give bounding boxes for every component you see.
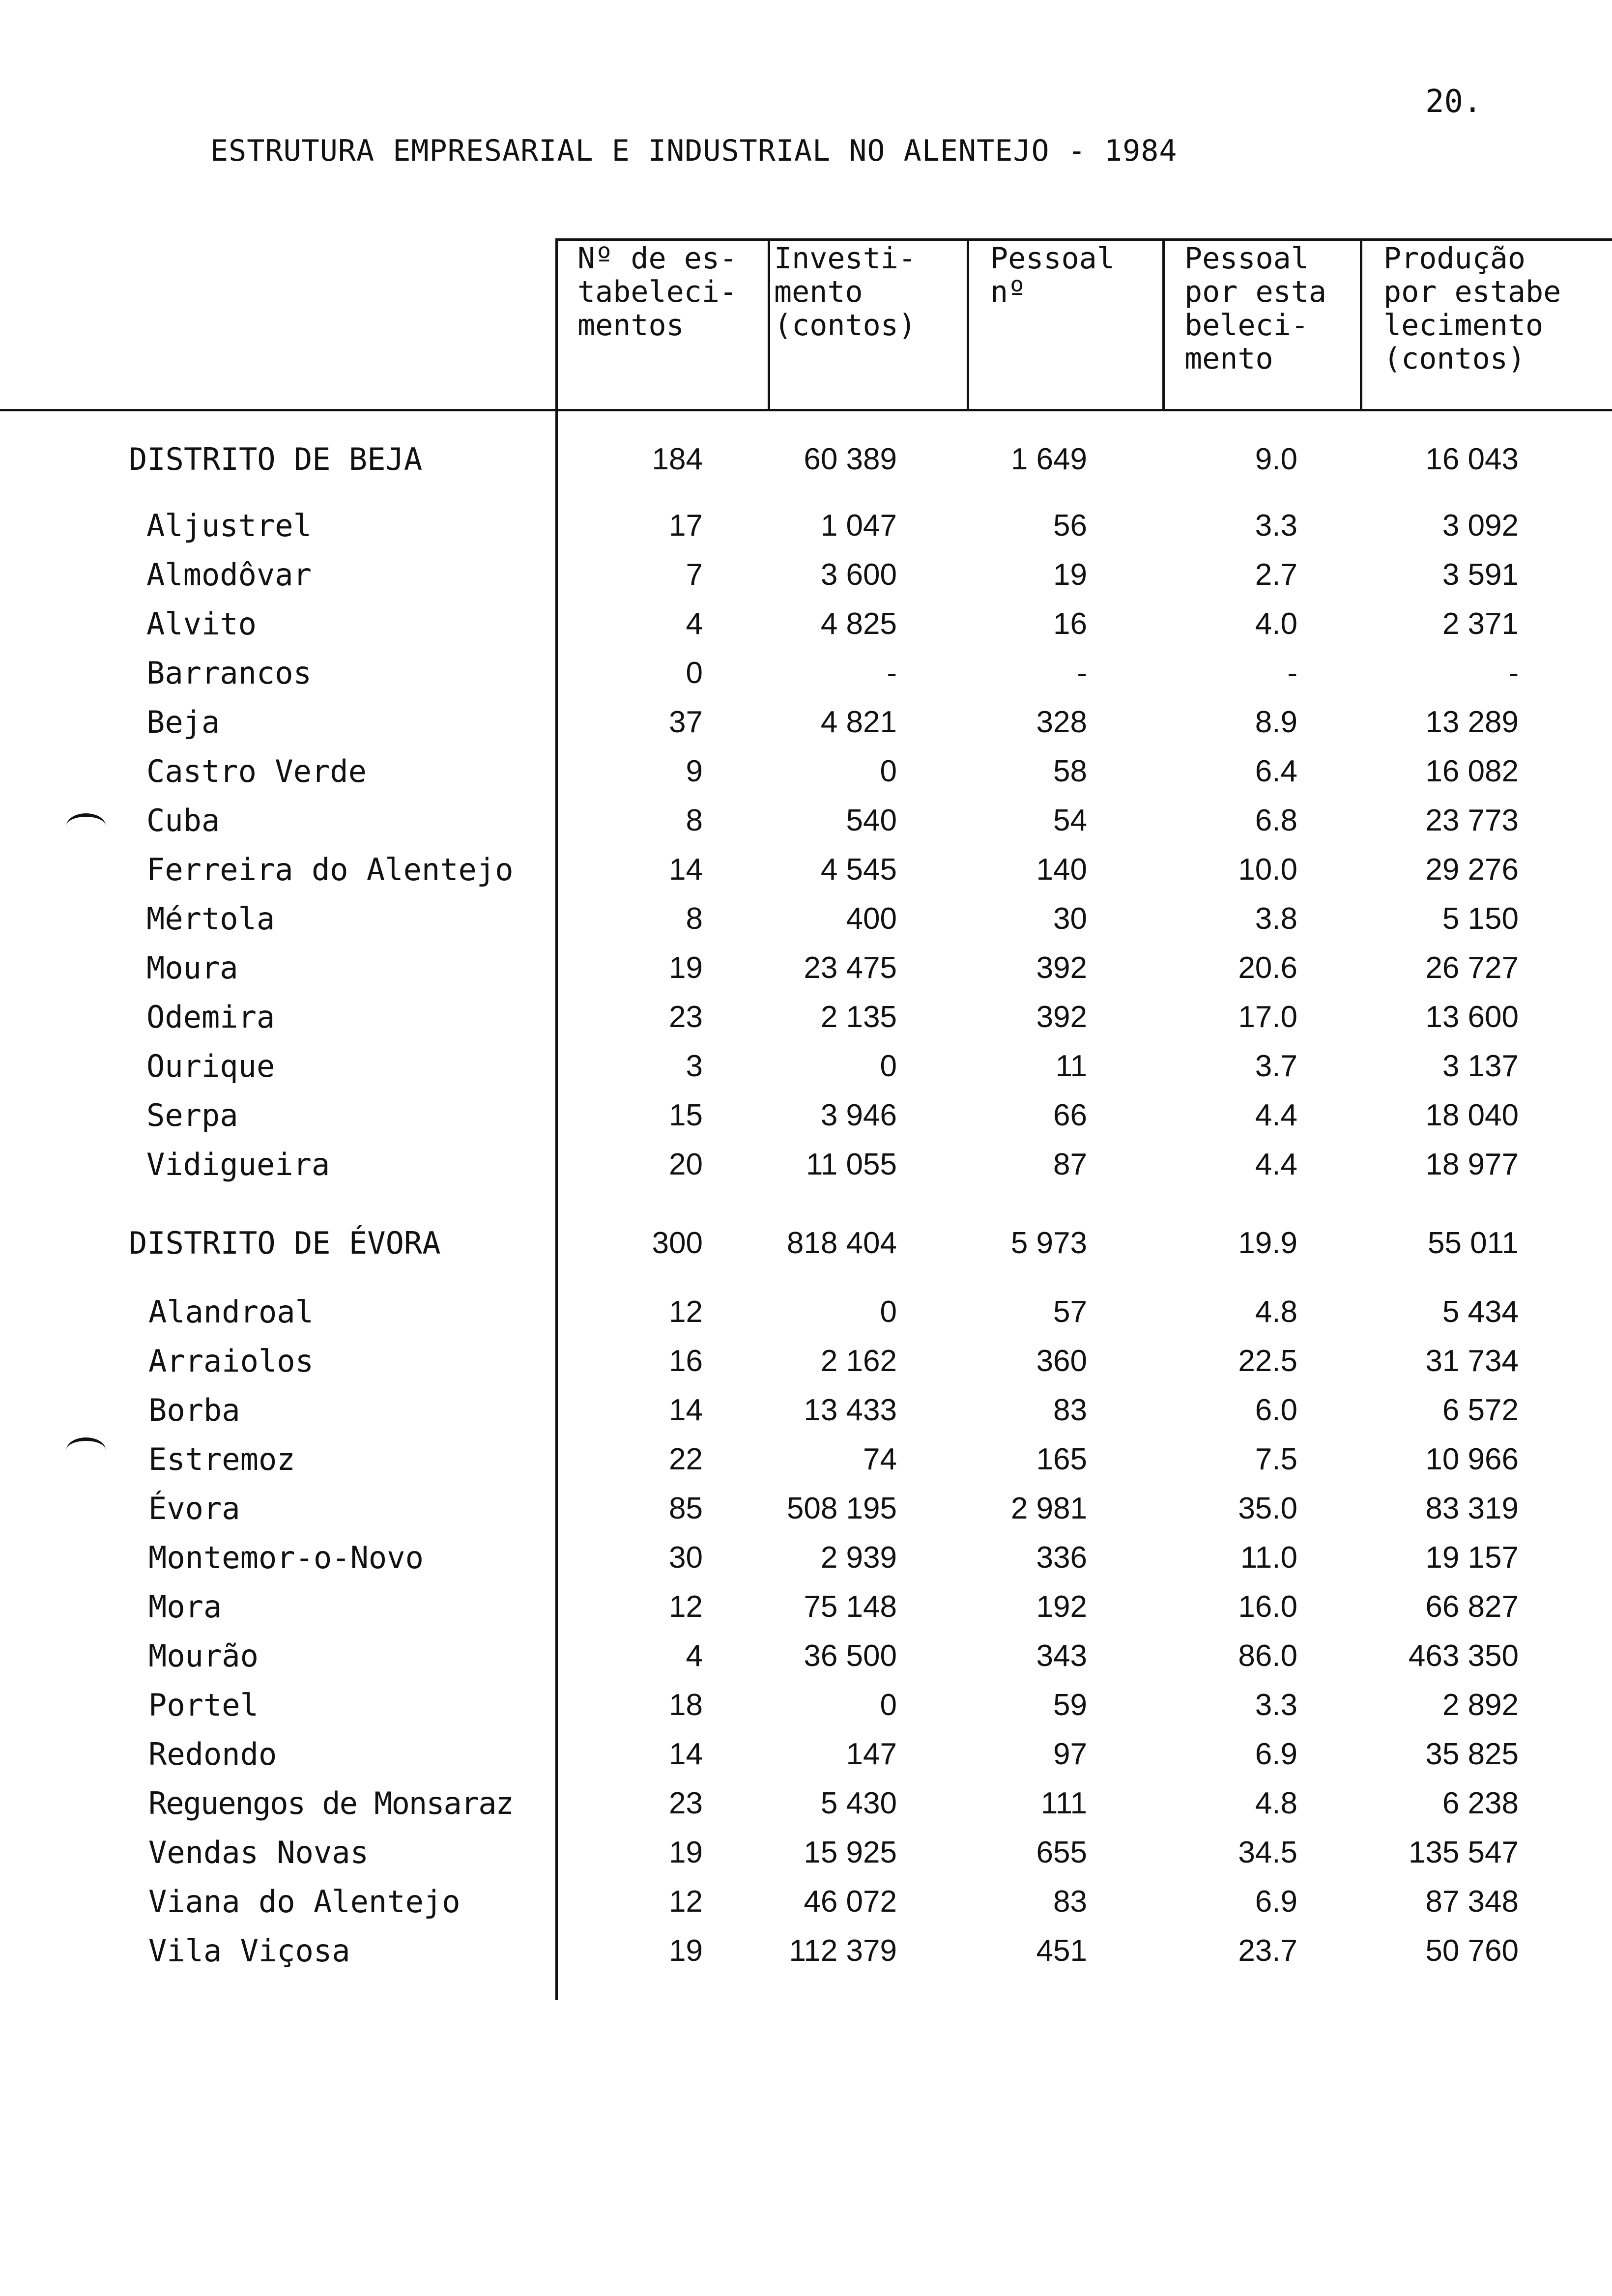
cell-production: 55 011: [1427, 1226, 1519, 1260]
header-staff-per-establishment: Pessoal por esta beleci- mento: [1184, 241, 1326, 376]
cell-investment: 3 946: [820, 1098, 897, 1132]
cell-investment: 5 430: [820, 1786, 897, 1820]
municipality-name: Vendas Novas: [148, 1835, 369, 1870]
table-row: [0, 1484, 1612, 1533]
cell-staff: 192: [1036, 1590, 1087, 1624]
table-row: [0, 993, 1612, 1042]
cell-investment: 11 055: [806, 1148, 897, 1181]
cell-production: 13 289: [1425, 705, 1519, 739]
column-divider: [967, 238, 969, 410]
cell-staff-per-establishment: 7.5: [1255, 1442, 1297, 1476]
cell-production: 5 434: [1442, 1295, 1519, 1329]
cell-investment: 75 148: [804, 1590, 897, 1624]
cell-establishments: 12: [669, 1885, 703, 1919]
cell-investment: 74: [863, 1442, 897, 1476]
cell-establishments: 23: [669, 1000, 703, 1034]
column-divider: [1162, 238, 1165, 410]
cell-establishments: 23: [669, 1786, 703, 1820]
cell-staff-per-establishment: 23.7: [1238, 1934, 1297, 1968]
municipality-name: Mértola: [146, 901, 275, 937]
cell-staff: 59: [1053, 1688, 1087, 1722]
table-row: [0, 1533, 1612, 1582]
cell-staff: 66: [1053, 1098, 1087, 1132]
cell-investment: 2 135: [820, 1000, 897, 1034]
cell-staff-per-establishment: 3.3: [1255, 1688, 1297, 1722]
table-row: [0, 1582, 1612, 1632]
cell-establishments: 12: [669, 1295, 703, 1329]
cell-production: 26 727: [1425, 951, 1519, 985]
cell-investment: 60 389: [804, 442, 897, 476]
municipality-name: Cuba: [146, 803, 220, 838]
municipality-name: Arraiolos: [148, 1343, 314, 1379]
cell-establishments: 18: [669, 1688, 703, 1722]
cell-investment: 0: [880, 1049, 897, 1083]
cell-staff: 2 981: [1010, 1492, 1087, 1525]
cell-staff-per-establishment: 19.9: [1238, 1226, 1297, 1260]
cell-staff: 87: [1053, 1148, 1087, 1181]
table-row: [0, 1337, 1612, 1386]
table-row: [0, 845, 1612, 894]
municipality-name: Mourão: [148, 1638, 259, 1674]
cell-production: 19 157: [1425, 1541, 1519, 1575]
cell-establishments: 16: [669, 1344, 703, 1378]
cell-staff: 16: [1053, 607, 1087, 641]
municipality-name: Reguengos de Monsaraz: [148, 1785, 513, 1821]
cell-investment: 36 500: [804, 1639, 897, 1673]
cell-investment: 400: [846, 902, 897, 936]
table-row: [0, 1730, 1612, 1779]
header-production-per-establishment: Produção por estabe lecimento (contos): [1383, 241, 1561, 376]
cell-establishments: 19: [669, 1836, 703, 1869]
municipality-name: Aljustrel: [146, 508, 312, 544]
cell-investment: 508 195: [786, 1492, 897, 1525]
cell-staff-per-establishment: 10.0: [1238, 853, 1297, 887]
cell-staff: 392: [1036, 951, 1087, 985]
cell-investment: 1 047: [820, 509, 897, 543]
table-row: [0, 796, 1612, 845]
cell-staff: 19: [1053, 558, 1087, 592]
cell-production: 29 276: [1425, 853, 1519, 887]
cell-investment: 2 162: [820, 1344, 897, 1378]
cell-establishments: 19: [669, 951, 703, 985]
cell-production: 83 319: [1425, 1492, 1519, 1525]
cell-production: 18 977: [1425, 1148, 1519, 1181]
municipality-name: Évora: [148, 1491, 240, 1526]
table-row: [0, 1288, 1612, 1337]
cell-staff: 1 649: [1010, 442, 1087, 476]
municipality-name: Estremoz: [148, 1441, 295, 1477]
cell-investment: 46 072: [804, 1885, 897, 1919]
cell-staff: 655: [1036, 1836, 1087, 1869]
cell-production: 16 043: [1425, 442, 1519, 476]
page-number: 20.: [1425, 84, 1482, 120]
cell-staff: 165: [1036, 1442, 1087, 1476]
cell-staff: 360: [1036, 1344, 1087, 1378]
cell-staff-per-establishment: 4.4: [1255, 1098, 1297, 1132]
municipality-name: Viana do Alentejo: [148, 1884, 461, 1920]
cell-staff: 83: [1053, 1885, 1087, 1919]
cell-staff: 30: [1053, 902, 1087, 936]
cell-establishments: 300: [652, 1226, 703, 1260]
cell-establishments: 3: [686, 1049, 703, 1083]
cell-investment: 0: [880, 1688, 897, 1722]
cell-establishments: 85: [669, 1492, 703, 1525]
table-row: [0, 550, 1612, 600]
cell-production: -: [1508, 656, 1519, 690]
cell-staff-per-establishment: 6.4: [1255, 754, 1297, 788]
cell-staff-per-establishment: 3.3: [1255, 509, 1297, 543]
table-row: [0, 1091, 1612, 1140]
table-row: [0, 1779, 1612, 1828]
cell-production: 3 137: [1442, 1049, 1519, 1083]
cell-establishments: 4: [686, 607, 703, 641]
district-name: DISTRITO DE ÉVORA: [129, 1225, 441, 1261]
cell-production: 3 092: [1442, 509, 1519, 543]
cell-staff-per-establishment: 4.4: [1255, 1148, 1297, 1181]
cell-staff: 83: [1053, 1393, 1087, 1427]
cell-staff-per-establishment: 6.0: [1255, 1393, 1297, 1427]
cell-investment: 4 545: [820, 853, 897, 887]
cell-staff: 392: [1036, 1000, 1087, 1034]
municipality-name: Beja: [146, 704, 220, 740]
cell-production: 2 371: [1442, 607, 1519, 641]
cell-investment: 3 600: [820, 558, 897, 592]
cell-staff-per-establishment: 86.0: [1238, 1639, 1297, 1673]
table-row: [0, 1632, 1612, 1681]
cell-investment: 0: [880, 754, 897, 788]
cell-staff: 111: [1040, 1786, 1087, 1820]
cell-staff-per-establishment: 6.8: [1255, 804, 1297, 837]
cell-staff: 451: [1036, 1934, 1087, 1968]
column-divider: [1360, 238, 1362, 410]
cell-investment: 0: [880, 1295, 897, 1329]
cell-staff: 57: [1053, 1295, 1087, 1329]
cell-investment: 15 925: [804, 1836, 897, 1869]
table-row: [0, 944, 1612, 993]
cell-staff-per-establishment: 4.8: [1255, 1786, 1297, 1820]
cell-staff-per-establishment: 35.0: [1238, 1492, 1297, 1525]
cell-production: 18 040: [1425, 1098, 1519, 1132]
cell-staff: -: [1077, 656, 1087, 690]
document-title: ESTRUTURA EMPRESARIAL E INDUSTRIAL NO ALENTEJO - 1984: [210, 134, 1178, 168]
cell-production: 463 350: [1408, 1639, 1519, 1673]
cell-investment: 4 825: [820, 607, 897, 641]
municipality-name: Ourique: [146, 1048, 275, 1084]
table-row: [0, 1042, 1612, 1091]
municipality-name: Odemira: [146, 999, 275, 1035]
cell-production: 23 773: [1425, 804, 1519, 837]
cell-establishments: 4: [686, 1639, 703, 1673]
cell-staff-per-establishment: 3.7: [1255, 1049, 1297, 1083]
cell-production: 66 827: [1425, 1590, 1519, 1624]
column-divider: [768, 238, 770, 410]
cell-establishments: 184: [652, 442, 703, 476]
header-investment: Investi- mento (contos): [774, 241, 916, 343]
municipality-name: Almodôvar: [146, 557, 312, 593]
cell-staff-per-establishment: 6.9: [1255, 1737, 1297, 1771]
table-row: [0, 1926, 1612, 1976]
table-row: [0, 1435, 1612, 1484]
header-staff: Pessoal nº: [990, 241, 1115, 309]
cell-staff-per-establishment: 11.0: [1240, 1541, 1297, 1575]
cell-staff: 56: [1053, 509, 1087, 543]
cell-staff-per-establishment: 2.7: [1255, 558, 1297, 592]
cell-staff-per-establishment: 22.5: [1238, 1344, 1297, 1378]
cell-production: 5 150: [1442, 902, 1519, 936]
cell-investment: 2 939: [820, 1541, 897, 1575]
cell-production: 31 734: [1425, 1344, 1519, 1378]
table-row: [0, 1386, 1612, 1435]
cell-staff-per-establishment: 8.9: [1255, 705, 1297, 739]
cell-staff: 343: [1036, 1639, 1087, 1673]
municipality-name: Serpa: [146, 1097, 238, 1133]
table-row: [0, 698, 1612, 747]
cell-staff: 58: [1053, 754, 1087, 788]
cell-production: 50 760: [1425, 1934, 1519, 1968]
header-bottom-rule: [0, 409, 1612, 411]
header-establishments: Nº de es- tabeleci- mentos: [577, 241, 738, 343]
cell-establishments: 14: [669, 1737, 703, 1771]
cell-staff-per-establishment: 34.5: [1238, 1836, 1297, 1869]
cell-investment: 818 404: [786, 1226, 897, 1260]
cell-staff: 54: [1053, 804, 1087, 837]
cell-staff-per-establishment: 4.8: [1255, 1295, 1297, 1329]
cell-investment: 147: [846, 1737, 897, 1771]
cell-staff-per-establishment: -: [1287, 656, 1297, 690]
cell-establishments: 9: [686, 754, 703, 788]
cell-establishments: 19: [669, 1934, 703, 1968]
cell-investment: 540: [846, 804, 897, 837]
cell-establishments: 37: [669, 705, 703, 739]
cell-establishments: 8: [686, 804, 703, 837]
municipality-name: Montemor-o-Novo: [148, 1540, 424, 1576]
cell-establishments: 0: [686, 656, 703, 690]
cell-establishments: 30: [669, 1541, 703, 1575]
cell-production: 6 238: [1442, 1786, 1519, 1820]
municipality-name: Portel: [148, 1687, 259, 1723]
cell-production: 6 572: [1442, 1393, 1519, 1427]
table-row: [0, 1140, 1612, 1189]
cell-investment: 4 821: [820, 705, 897, 739]
cell-establishments: 20: [669, 1148, 703, 1181]
cell-establishments: 8: [686, 902, 703, 936]
table-row: [0, 747, 1612, 796]
cell-staff-per-establishment: 20.6: [1238, 951, 1297, 985]
cell-production: 87 348: [1425, 1885, 1519, 1919]
header-top-rule: [555, 238, 1612, 241]
municipality-name: Alvito: [146, 606, 257, 642]
cell-establishments: 14: [669, 1393, 703, 1427]
table-row: [0, 600, 1612, 649]
cell-production: 35 825: [1425, 1737, 1519, 1771]
cell-investment: 112 379: [789, 1934, 897, 1968]
municipality-name: Castro Verde: [146, 753, 367, 789]
cell-investment: 23 475: [804, 951, 897, 985]
cell-production: 10 966: [1425, 1442, 1519, 1476]
municipality-name: Vidigueira: [146, 1147, 330, 1182]
cell-staff-per-establishment: 4.0: [1255, 607, 1297, 641]
cell-staff: 11: [1055, 1049, 1087, 1083]
cell-establishments: 22: [669, 1442, 703, 1476]
cell-production: 13 600: [1425, 1000, 1519, 1034]
cell-establishments: 12: [669, 1590, 703, 1624]
cell-establishments: 17: [669, 509, 703, 543]
cell-production: 3 591: [1442, 558, 1519, 592]
municipality-name: Moura: [146, 950, 238, 986]
cell-establishments: 14: [669, 853, 703, 887]
cell-production: 16 082: [1425, 754, 1519, 788]
cell-staff-per-establishment: 9.0: [1255, 442, 1297, 476]
table-row: [0, 1681, 1612, 1730]
district-row-evora: [0, 1219, 1612, 1268]
cell-staff-per-establishment: 3.8: [1255, 902, 1297, 936]
cell-investment: 13 433: [804, 1393, 897, 1427]
table-row: [0, 1828, 1612, 1877]
table-row: [0, 1877, 1612, 1926]
cell-staff: 140: [1036, 853, 1087, 887]
table-row: [0, 501, 1612, 550]
table-row: [0, 649, 1612, 698]
cell-staff: 5 973: [1010, 1226, 1087, 1260]
cell-staff-per-establishment: 17.0: [1238, 1000, 1297, 1034]
municipality-name: Vila Viçosa: [148, 1933, 350, 1969]
cell-investment: -: [887, 656, 897, 690]
municipality-name: Ferreira do Alentejo: [146, 852, 514, 888]
municipality-name: Redondo: [148, 1736, 277, 1772]
cell-staff-per-establishment: 6.9: [1255, 1885, 1297, 1919]
cell-production: 2 892: [1442, 1688, 1519, 1722]
cell-establishments: 15: [669, 1098, 703, 1132]
cell-staff: 97: [1053, 1737, 1087, 1771]
municipality-name: Borba: [148, 1392, 240, 1428]
municipality-name: Barrancos: [146, 655, 312, 691]
cell-staff: 336: [1036, 1541, 1087, 1575]
cell-staff-per-establishment: 16.0: [1238, 1590, 1297, 1624]
district-row-beja: [0, 435, 1612, 484]
municipality-name: Mora: [148, 1589, 222, 1625]
table-row: [0, 894, 1612, 944]
district-name: DISTRITO DE BEJA: [129, 441, 423, 477]
cell-production: 135 547: [1408, 1836, 1519, 1869]
cell-staff: 328: [1036, 705, 1087, 739]
cell-establishments: 7: [686, 558, 703, 592]
municipality-name: Alandroal: [148, 1294, 314, 1330]
